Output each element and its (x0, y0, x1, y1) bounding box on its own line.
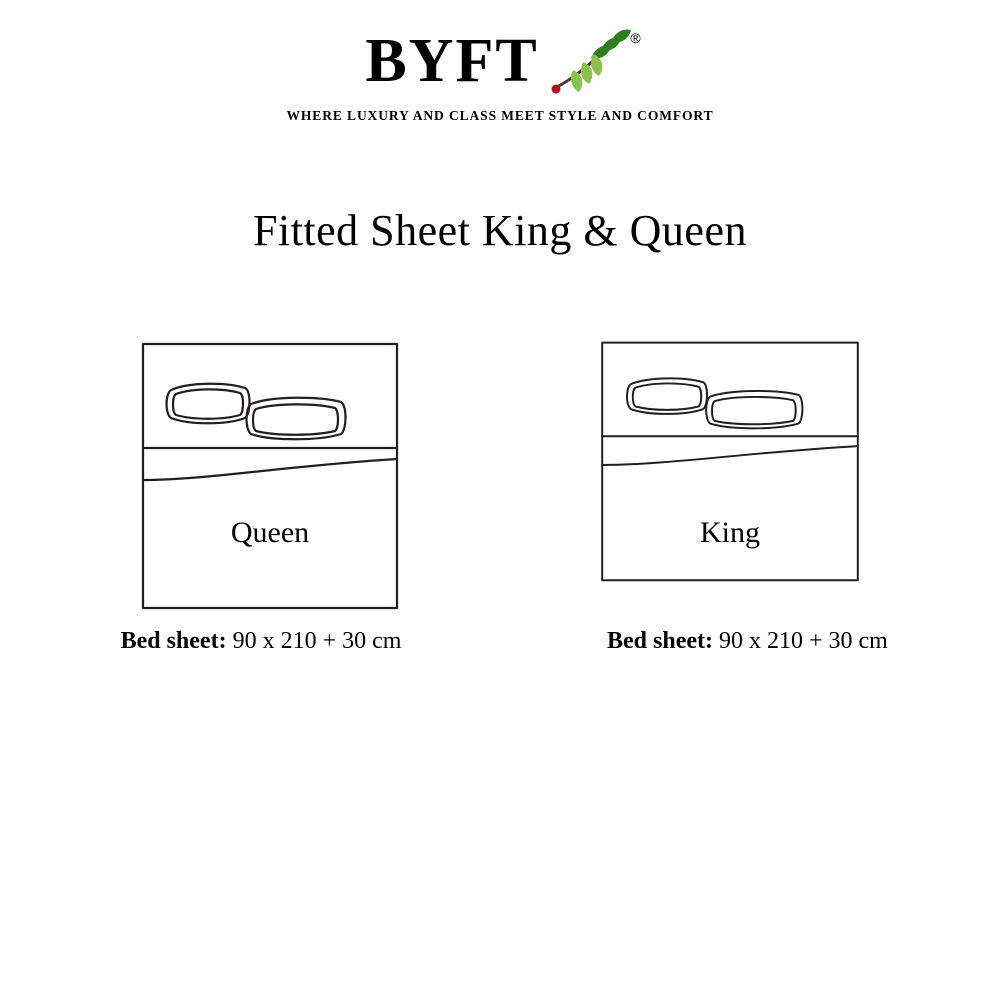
bed-block-king (595, 330, 888, 655)
leaf-sprig-icon (549, 28, 641, 94)
bed-with-two-pillows-icon (135, 330, 405, 620)
brand-name: BYFT (365, 27, 539, 95)
bed-with-two-pillows-icon (595, 330, 865, 620)
bed-caption-king (607, 628, 888, 655)
registered-trademark-symbol: ® (630, 30, 641, 46)
bed-diagram-group (0, 330, 1000, 655)
brand-lockup (0, 28, 1000, 94)
bed-caption-value-queen: 90 x 210 + 30 cm (232, 628, 402, 654)
bed-caption-key-queen: Bed sheet: (120, 628, 227, 654)
page-title: Fitted Sheet King & Queen (253, 206, 747, 255)
bed-caption-key-king: Bed sheet: (607, 628, 713, 654)
brand-tagline: WHERE LUXURY AND CLASS MEET STYLE AND COMFORT (286, 108, 714, 123)
bed-label-king: King (700, 516, 760, 549)
bed-label-queen: Queen (230, 516, 310, 549)
bed-caption-value-king: 90 x 210 + 30 cm (718, 628, 888, 654)
bed-caption-queen (117, 628, 405, 655)
bed-block-queen (120, 330, 405, 655)
brand-header (0, 28, 1000, 124)
